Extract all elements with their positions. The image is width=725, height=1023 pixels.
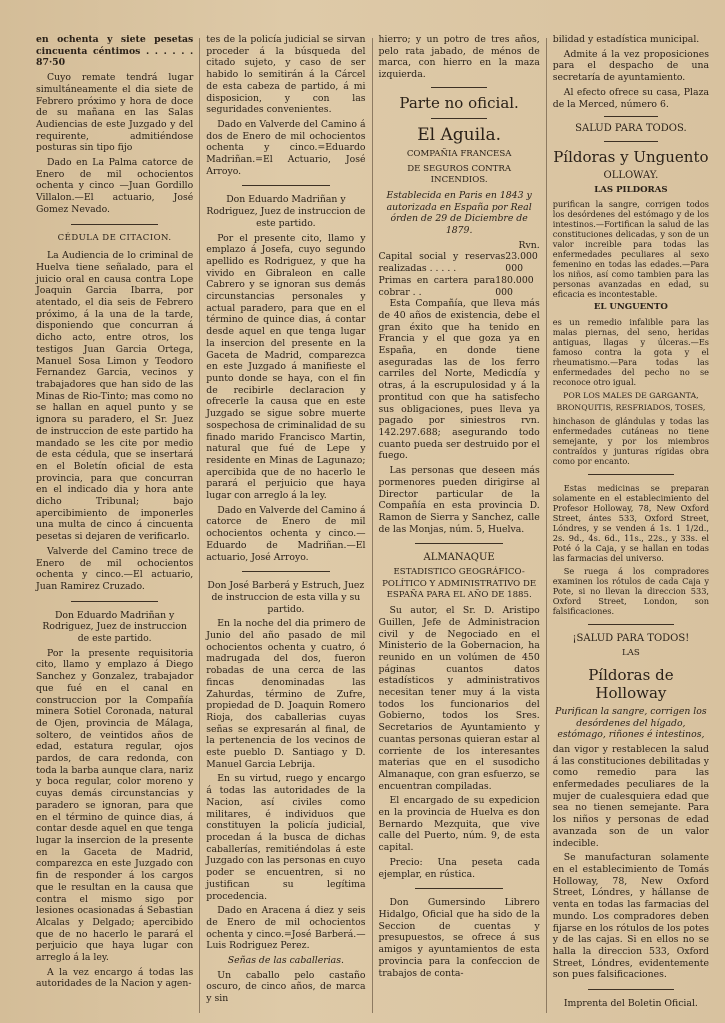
printer-footer: Imprenta del Boletin Oficial. <box>563 998 698 1010</box>
almanaque-price: Precio: Una peseta cada ejemplar, en rústica. <box>378 856 540 880</box>
auction-paragraph: Cuyo remate tendrá lugar simultáneamente el dia siete de Febrero próximo y hora de doce de su mañana en las Salas Audiencias de este Juzgado y del requirente, admitiéndose posturas sin tipo fijo <box>36 72 194 154</box>
divider <box>415 543 504 544</box>
police-signature: Dado en Valverde del Camino á dos de Enero de mil ochocientos ochenta y cinco.=Eduardo Madriñan.=El Actuario, José Arroyo. <box>206 118 366 177</box>
holloway-prep: Estas medicinas se preparan solamente en el establecimiento del Profesor Holloway, 78, New Oxford Street, ántes 533, Oxford Street, Lóndres, y se venden á 1s. 1 1/2d., 2s. 9d., 4s. 6d., 11s., 22s., y 33s. el Poté ó la Caja, y se hallan en todas las farmacias del universo. <box>552 483 710 564</box>
almanaque-subtitle: ESTADISTICO GEOGRÁFICO-POLÍTICO Y ADMINISTRATIVO DE ESPAÑA PARA EL AÑO DE 1885. <box>382 567 537 601</box>
price-line: en ochenta y siete pesetas cincuenta céntimos . . . . . . 87·50 <box>36 34 194 69</box>
judge-heading-2: Don Eduardo Madriñan y Rodriguez, Juez de instruccion de este partido. <box>206 194 366 229</box>
robbery-signature: Dado en Aracena á diez y seis de Enero de mil ochocientos ochenta y cinco.=José Barberá.—Luis Rodriguez Perez. <box>206 905 366 952</box>
ad-pildoras-title: Píldoras y Unguento <box>553 147 709 166</box>
ad2-manufacture: Se manufacturan solamente en el establecimiento de Tomás Holloway, 78, New Oxford Street, Lóndres, y hállanse de venta en todas las farmacias del mundo. Los compradores deben fijarse en los rótulos de los potes y de las cajas. Si en ellos no se halla la direccion 533, Oxford Street, Lóndres, evidentemente son pues falsificaciones. <box>552 852 710 981</box>
garganta-text: hinchason de glándulas y todas las enfermedades cutáneas no tiene semejante, y por los miembros contraídos y junturas rígidas obra como por encanto. <box>552 416 710 467</box>
almanaque-paragraph: Su autor, el Sr. D. Aristipo Guillen, Jefe de Administracion civil y de Negociado en el Ministerio de la Gobernacion, ha reunido en un volúmen de 450 páginas cuantos datos estadísticos y administrativos necesitan tener muy á la vista todos los funcionarios del Gobierno, todos los Sres. Secretarios de Ayuntamiento y cuantas personas quieran estar al corriente de los interesantes materias que en el susodicho Almanaque, con gran esfuerzo, se encuentran compiladas. <box>378 605 540 792</box>
judge-heading-3: Don José Barberá y Estruch, Juez de instruccion de esta villa y su partido. <box>207 580 365 615</box>
column-4 <box>547 34 715 1019</box>
ad-company-sub: DE SEGUROS CONTRA INCENDIOS. <box>407 163 512 186</box>
pildoras-text: purifican la sangre, corrigen todos los desórdenes del estómago y de los intestinos.—Fortifican la salud de las constituciones delicadas, y son de un valor increible para todas las enfermedades peculiares al sexo femenino en todas las edades.—Para los niños, así como tambien para las personas avanzadas en edad, su eficacia es incontestable. <box>552 199 710 300</box>
columns <box>30 34 715 1019</box>
column-2 <box>200 34 371 1019</box>
divider <box>415 888 504 889</box>
divider <box>588 474 674 475</box>
robbery-paragraph: En la noche del dia primero de Junio del año pasado de mil ochocientos ochenta y cuatro, ó madrugada del dos, fueron robadas de una cerca de las fincas denominadas las Zahurdas, término de Zufre, propiedad de D. Joaquin Romero Rioja, dos caballerias cuyas señas se expresarán al final, de la pertenencia de los vecinos de este pueblo D. Santiago y D. Manuel Garcia Lebrija. <box>206 618 366 770</box>
unguento-heading: EL UNGUENTO <box>593 302 668 313</box>
unguento-text: es un remedio infalible para las malas piernas, del seno, heridas antiguas, llagas y úlceras.—Es famoso contra la gota y el rheumatismo.—Para todas las enfermedades del pecho no se reconoce otro igual. <box>552 317 710 388</box>
primas-label: Primas en cartera para cobrar . . <box>378 274 496 298</box>
divider <box>431 118 487 119</box>
robbery-request: En su virtud, ruego y encargo á todas las autoridades de la Nacion, así civiles como militares, é individuos que constituyen la policía judicial, procedan á la busca de dichas caballerías, remitiéndolas á este Juzgado con las personas en cuyo poder se encuentren, si no justifican su legítima procedencia. <box>206 773 366 902</box>
ad2-las: LAS <box>621 648 640 659</box>
holloway-warning: Se ruega á los compradores examinen los rótulos de cada Caja y Pote, si no llevan la direccion 533, Oxford Street, London, son falsificaciones. <box>552 566 710 617</box>
horses-continued: hierro; y un potro de tres años, pelo rata jabado, de ménos de marca, con hierro en la maza izquierda. <box>378 34 540 81</box>
primas-value: 180.000 000 <box>495 274 534 298</box>
police-paragraph: tes de la policía judicial se sirvan proceder á la búsqueda del citado sujeto, y caso de ser habido lo semitirán á la Cárcel de esta cabeza de partido, á mi disposicion, y con las seguridades convenientes. <box>206 34 366 116</box>
aguila-paragraph: Esta Compañía, que lleva más de 40 años de existencia, debe el gran éxito que ha tenido en Francia y el que goza ya en España, en donde tiene aseguradas las de los ferro carriles del Norte, Medicdía y otras, á la escrupulosidad y á la prontitud con que ha satisfecho sus obligaciones, pues lleva ya pagado por siniestros rvn. 142.297.688; asegurando todo cuanto pueda ser destruido por el fuego. <box>378 298 540 462</box>
ad2-salud-heading: ¡SALUD PARA TODOS! <box>572 633 690 645</box>
librero-address: Al efecto ofrece su casa, Plaza de la Merced, número 6. <box>552 86 710 110</box>
almanaque-distribution: El encargado de su expedicion en la provincia de Huelva es don Bernardo Mezquita, que vive calle del Puerto, núm. 9, de esta capital. <box>378 795 540 854</box>
ad2-subtitle: Purifican la sangre, corrigen los desórdenes del hígado, estómago, riñones é intestinos, <box>555 705 707 741</box>
pildoras-heading: LAS PILDORAS <box>594 184 668 195</box>
column-1 <box>30 34 199 1019</box>
capital-label: Capital social y reservas realizadas . . . . . <box>378 251 506 275</box>
capital-value: 23.000 000 <box>505 251 538 275</box>
divider <box>431 87 487 88</box>
capital-line <box>379 251 540 274</box>
auction-signature: Dado en La Palma catorce de Enero de mil ochocientos ochenta y cinco —Juan Gordillo Villalon.—El actuario, José Gomez Nevado. <box>36 157 194 215</box>
horses-heading: Señas de las caballerias. <box>227 955 344 967</box>
judge-heading: Don Eduardo Madriñan y Rodriguez, Juez de instruccion de este partido. <box>42 609 187 645</box>
divider <box>71 224 157 225</box>
horses-description: Un caballo pelo castaño oscuro, de cinco años, de marca y sin <box>206 969 366 1005</box>
ad2-paragraph: dan vigor y restablecen la salud á las constituciones debilitadas y como remedio para las enfermedades peculiares de la mujer de cualesquiera edad que sea no tienen semejante. Para los niños y personas de edad avanzada son de un valor indecible. <box>552 743 710 849</box>
requisitoria-paragraph: Por la presente requisitoria cito, llamo y emplazo á Diego Sanchez y Gonzalez, trabajador que fué en el canal en construccion por la Compañía minera Sotiel Coronada, natural de Ojen, provincia de Málaga, soltero, de veintidos años de edad, estatura regular, ojos pardos, de cara redonda, con toda la barba aunque clara, nariz y boca regular, color moreno y cuyas demás circunstancias y paradero se ignoran, para que en el término de quince dias, á contar desde aquel en que tenga lugar la insercion de la presente en la Gaceta de Madrid, comparezca en este Juzgado con fin de responder á los cargos que le resultan en la causa que contra el mismo sigo por lesiones ocasionadas á Sebastian Alcalas y Delgado; apercibido que de no hacerlo le parará el perjuicio que haya lugar con arreglo á la ley. <box>36 647 194 964</box>
divider <box>604 141 659 142</box>
primas-line <box>379 275 540 298</box>
cedula-signature: Valverde del Camino trece de Enero de mil ochocientos ochenta y cinco.—El actuario, Juan Ramirez Cruzado. <box>36 545 194 592</box>
ad-salud-heading: SALUD PARA TODOS. <box>575 123 687 135</box>
divider <box>242 185 330 186</box>
currency-unit: Rvn. <box>518 239 540 251</box>
section-heading-no-oficial: Parte no oficial. <box>399 93 519 112</box>
garganta-heading: POR LOS MALES DE GARGANTA, BRONQUITIS, RESFRIADOS, TOSES, <box>556 391 706 412</box>
divider <box>588 989 674 990</box>
almanaque-title: ALMANAQUE <box>423 552 495 564</box>
section-heading-cedula: CÉDULA DE CITACION. <box>57 232 172 243</box>
divider <box>604 116 659 117</box>
requisitoria-continued: A la vez encargo á todas las autoridades de la Nacion y agen- <box>36 966 194 990</box>
cedula-paragraph: La Audiencia de lo criminal de Huelva tiene señalado, para el juicio oral en causa contra Lope Joaquin Garcia Ibarra, por atentado, el dia seis de Febrero próximo, á la una de la tarde, disponiendo que concurran á dicho acto, entre otros, los testigos Juan Garcia Ortega, Manuel Sosa Limon y Teodoro Fernandez Garcia, vecinos y trabajadores que han sido de las Minas de Rio-Tinto; mas como no se hallan en aquel punto y se ignora su paradero, el Sr. Juez de instruccion de este partido ha mandado se les cite por medio de esta cédula, que se insertará en el Boletín oficial de esta provincia, para que concurran en el indicado dia y hora ante dicho Tribunal; bajo apercibimiento de imponerles una multa de cinco á cincuenta pesetas si dejaren de verificarlo. <box>36 250 194 543</box>
ad2-pildoras-title: Píldoras de Holloway <box>588 665 674 702</box>
librero-paragraph: Don Gumersindo Librero Hidalgo, Oficial que ha sido de la Seccion de cuentas y presupuestos, se ofrece á sus amigos y ayuntamientos de esta provincia para la confeccion de trabajos de conta- <box>378 897 540 979</box>
josefa-paragraph: Por el presente cito, llamo y emplazo á Josefa, cuyo segundo apellido es Rodriguez, y que ha vivido en Gibraleon en calle Cabrero y se ignoran sus demás circunstancias personales y actual paradero, para que en el término de quince dias, á contar desde aquel en que tenga lugar la insercion del presente en la Gaceta de Madrid, comparezca en este Juzgado á manifieste el punto donde se haya, con el fin de recibirle declaracion y ofrecerle la causa que en este Juzgado se sigue sobre muerte sospechosa de criminalidad de su finado marido Francisco Martin, natural que fué de Lepe y residente en Minas de Lagunazo; apercibida que de no hacerlo le parará el perjuicio que haya lugar con arreglo á la ley. <box>206 232 366 502</box>
aguila-contact: Las personas que deseen más pormenores pueden dirigirse al Director particular de la Compañía en esta provincia D. Ramon de Sierra y Sanchez, calle de las Monjas, núm. 5, Huelva. <box>378 465 540 535</box>
divider <box>242 571 330 572</box>
librero-continued: bilidad y estadística municipal. <box>552 34 700 45</box>
divider <box>71 601 157 602</box>
divider <box>588 624 674 625</box>
ad-company: COMPAÑIA FRANCESA <box>406 148 512 159</box>
column-3 <box>373 34 546 1019</box>
ad-title-aguila: El Aguila. <box>417 124 502 145</box>
ad-established: Establecida en Paris en 1843 y autorizada en España por Real órden de 29 de Diciembre de 1879. <box>386 189 532 237</box>
ad-brand: OLLOWAY. <box>603 169 659 181</box>
librero-admits: Admite á la vez proposiciones para el despacho de una secretaría de ayuntamiento. <box>552 48 710 84</box>
josefa-signature: Dado en Valverde del Camino á catorce de Enero de mil ochocientos ochenta y cinco.—Eduardo de Madriñan.—El actuario, José Arroyo. <box>206 504 366 563</box>
